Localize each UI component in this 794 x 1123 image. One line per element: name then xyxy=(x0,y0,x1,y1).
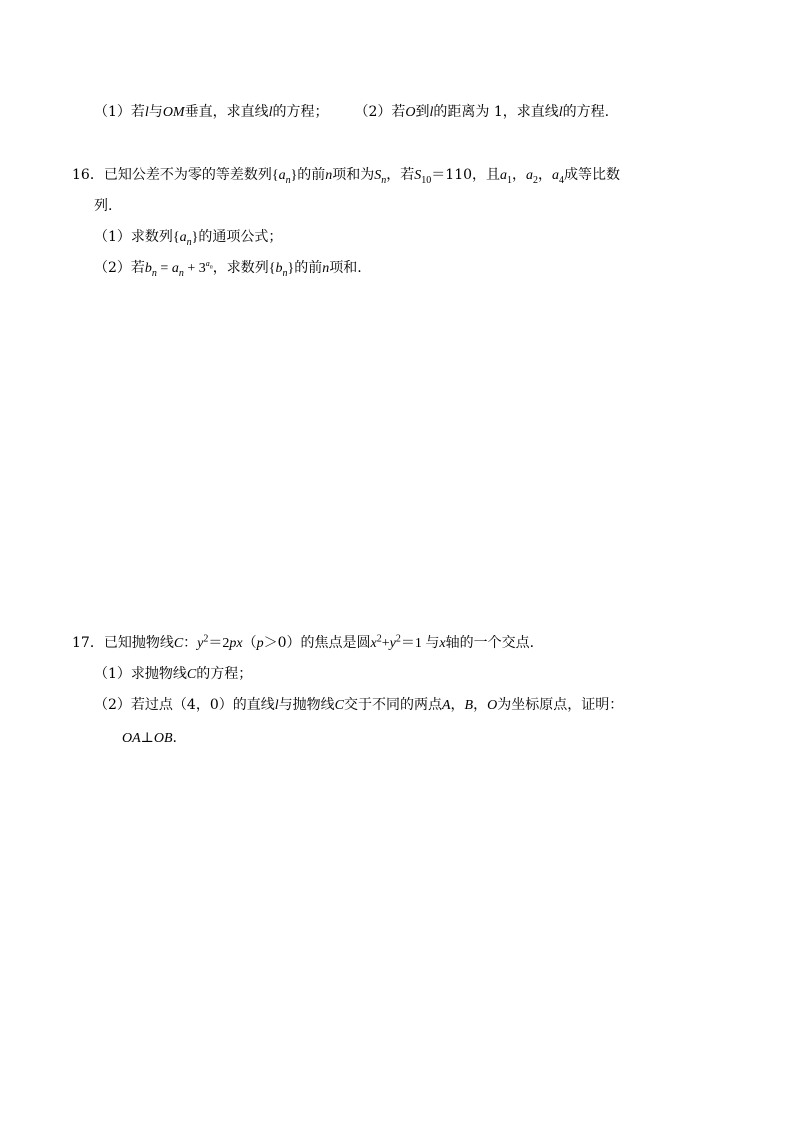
q16-number: 16． xyxy=(72,167,104,183)
q17-part2: （2）若过点（4，0）的直线l与抛物线C交于不同的两点A，B，O为坐标原点，证明： xyxy=(94,697,624,713)
q16-stem-line1: 16．已知公差不为零的等差数列$\{a_n\}$的前n项和为$S_n$，若$S_{10}=110$，且$a_1$，$a_2$，$a_4$成等比数 xyxy=(72,167,621,186)
q17-part1: （1）求抛物线C的方程； xyxy=(94,666,253,682)
q15-part1-label: （1）若 xyxy=(94,104,145,120)
q17-number: 17． xyxy=(72,635,104,651)
q17-stem: 17．已知抛物线C：$y^2=2px(p>0)$的焦点是圆$x^2+y^2=1$ 与x轴的一个交点. xyxy=(72,633,535,651)
q16-part2: （2）若$b_n = a_n + 3^{a_n}$，求数列$\{b_n\}$的前n项和. xyxy=(94,259,362,279)
q15-parts-line: （1）若l与OM垂直，求直线l的方程； （2）若O到l的距离为 1，求直线l的方程. xyxy=(94,104,610,120)
q16-stem-line2: 列. xyxy=(94,198,113,214)
q17-part2-cont: OA⊥OB. xyxy=(122,730,177,746)
var-l: l xyxy=(144,105,149,120)
var-om: OM xyxy=(162,105,185,120)
q15-part2-label: （2）若 xyxy=(354,104,406,120)
q16-part1: （1）求数列$\{a_n\}$的通项公式； xyxy=(94,229,283,248)
